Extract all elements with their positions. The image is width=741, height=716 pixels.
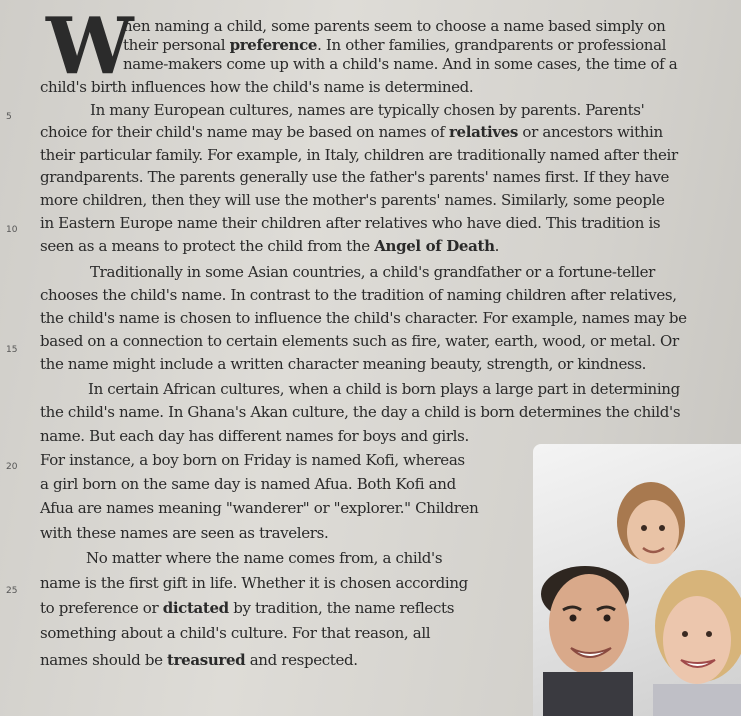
text-line: the child's name is chosen to influence the child's character. For example, names may be [40,309,687,327]
vocab-word: Angel of Death [374,237,495,255]
text-line: a girl born on the same day is named Afua. Both Kofi and [40,475,456,493]
text-line: more children, then they will use the mother's parents' names. Similarly, some people [40,191,665,209]
family-photo-illustration [533,444,741,716]
text-line: seen as a means to protect the child from the Angel of Death. [40,237,500,255]
text-line: In many European cultures, names are typically chosen by parents. Parents' [90,101,645,119]
vocab-word: relatives [448,123,519,141]
text-line: based on a connection to certain elements such as fire, water, earth, wood, or metal. Or [40,332,679,350]
text-line: Afua are names meaning "wanderer" or "explorer." Children [40,499,479,517]
text-line: in Eastern Europe name their children after relatives who have died. This tradition is [40,214,661,232]
text-line: to preference or dictated by tradition, the name reflects [40,599,455,617]
text-line: No matter where the name comes from, a child's [86,549,443,567]
text-line: hen naming a child, some parents seem to choose a name based simply on [123,17,666,35]
text-line: their particular family. For example, in Italy, children are traditionally named after their [40,146,678,164]
text-line: choice for their child's name may be based on names of relatives or ancestors within [40,123,663,141]
text-line: something about a child's culture. For that reason, all [40,624,431,642]
text-line: grandparents. The parents generally use the father's parents' names first. If they have [40,168,670,186]
line-number: 5 [6,112,12,122]
text-line: Traditionally in some Asian countries, a child's grandfather or a fortune-teller [90,263,656,281]
text-line: For instance, a boy born on Friday is named Kofi, whereas [40,451,465,469]
line-number: 15 [6,345,18,355]
text-line: name is the first gift in life. Whether it is chosen according [40,574,468,592]
text-line: the child's name. In Ghana's Akan culture, the day a child is born determines the child's [40,403,681,421]
text-line: child's birth influences how the child's name is determined. [40,78,474,96]
text-line: their personal preference. In other families, grandparents or professional [123,36,667,54]
vocab-word: dictated [162,599,229,617]
text-line: name. But each day has different names for boys and girls. [40,427,469,445]
text-line: chooses the child's name. In contrast to the tradition of naming children after relatives, [40,286,677,304]
text-line: the name might include a written character meaning beauty, strength, or kindness. [40,355,647,373]
text-line: name-makers come up with a child's name. And in some cases, the time of a [123,55,678,73]
drop-cap: W [46,1,134,92]
vocab-word: preference [229,36,318,54]
line-number: 25 [6,586,18,596]
vocab-word: treasured [167,651,246,669]
text-line: with these names are seen as travelers. [40,524,329,542]
line-number: 20 [6,462,18,472]
line-number: 10 [6,225,18,235]
text-line: names should be treasured and respected. [40,651,358,669]
text-line: In certain African cultures, when a child is born plays a large part in determining [88,380,680,398]
family-photo [533,444,741,716]
